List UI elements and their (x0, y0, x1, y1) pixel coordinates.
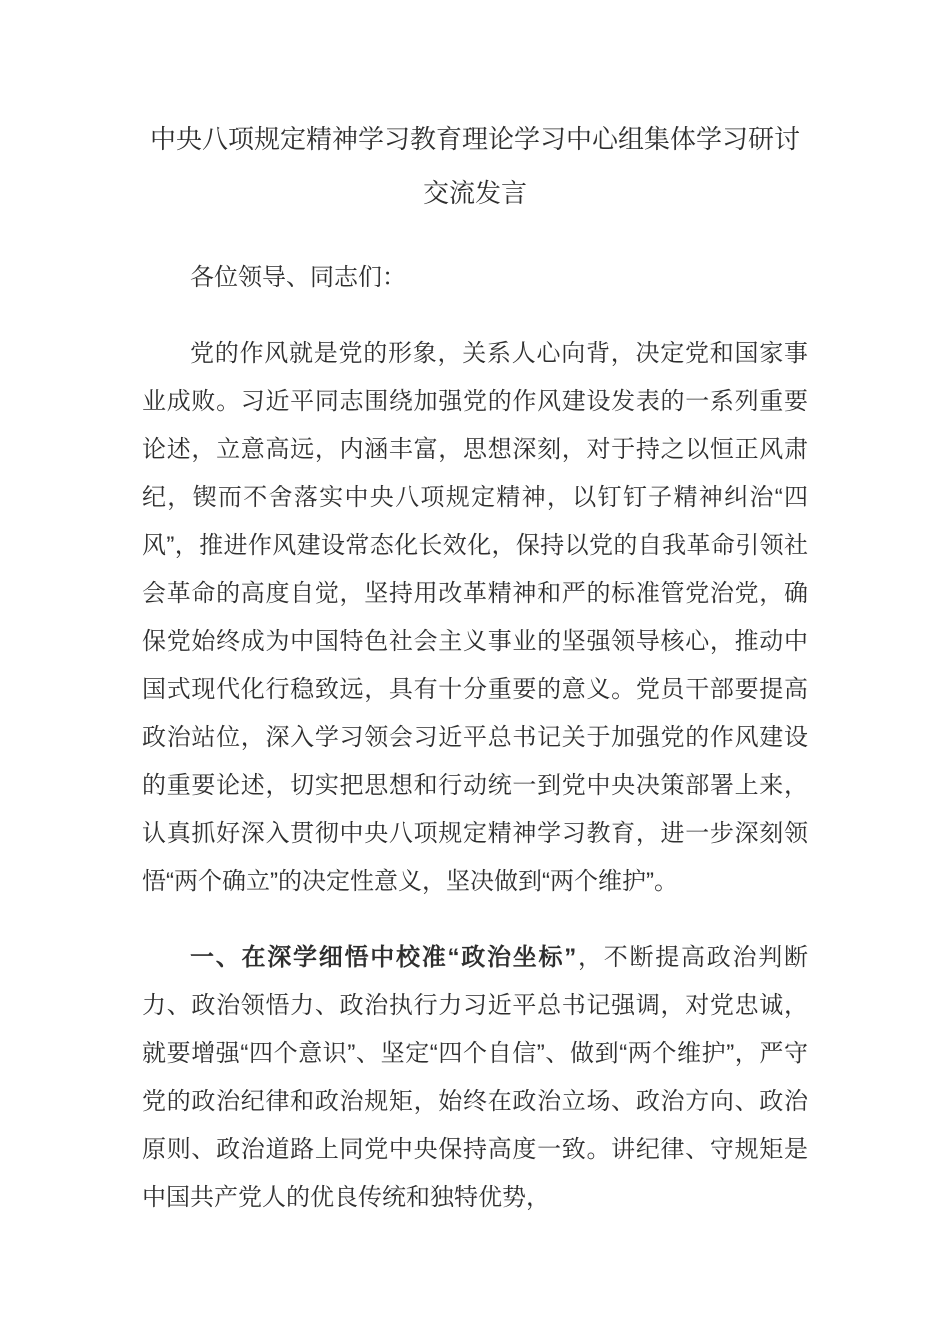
paragraph (142, 330, 808, 906)
document-title-line-2: 交流发言 (422, 178, 527, 208)
document-title-line-1: 中央八项规定精神学习教育理论学习中心组集体学习研讨 (149, 124, 800, 154)
section-heading-text: 一、在深学细悟中校准“政治坐标” (190, 944, 577, 971)
salutation: 各位领导、同志们： (190, 264, 406, 291)
paragraphs (142, 330, 808, 1222)
body-text: ，不断提高政治判断力、政治领悟力、政治执行力习近平总书记强调，对党忠诚，就要增强“四个意识”、坚定“四个自信”、做到“两个维护”，严守党的政治纪律和政治规矩，始终在政治立场、政治方向、政治原则、政治道路上同党中央保持高度一致。讲纪律、守规矩是中国共产党人的优良传统和独特优势， (142, 944, 808, 1211)
document-title (142, 112, 808, 220)
paragraph (142, 934, 808, 1222)
body-text: 党的作风就是党的形象，关系人心向背，决定党和国家事业成败。习近平同志围绕加强党的作风建设发表的一系列重要论述，立意高远，内涵丰富，思想深刻，对于持之以恒正风肃纪，锲而不舍落实中央八项规定精神，以钉钉子精神纠治“四风”，推进作风建设常态化长效化，保持以党的自我革命引领社会革命的高度自觉，坚持用改革精神和严的标准管党治党，确保党始终成为中国特色社会主义事业的坚强领导核心，推动中国式现代化行稳致远，具有十分重要的意义。党员干部要提高政治站位，深入学习领会习近平总书记关于加强党的作风建设的重要论述，切实把思想和行动统一到党中央决策部署上来，认真抓好深入贯彻中央八项规定精神学习教育，进一步深刻领悟“两个确立”的决定性意义，坚决做到“两个维护”。 (142, 340, 808, 895)
